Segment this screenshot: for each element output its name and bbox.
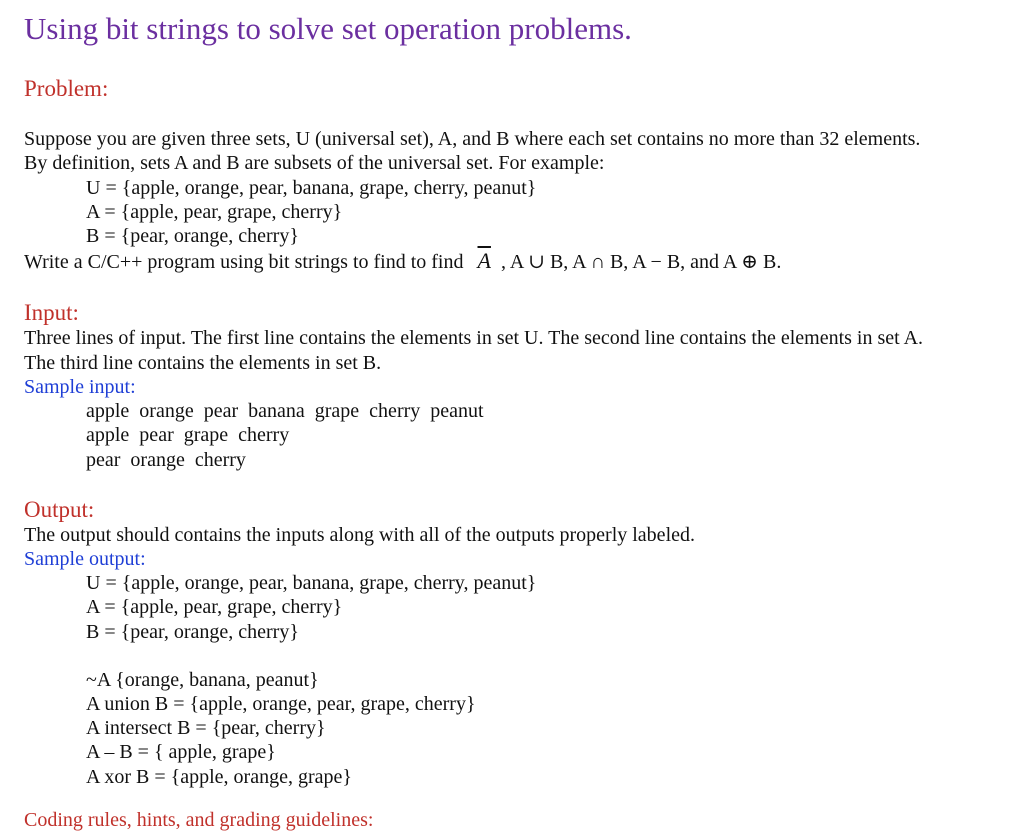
output-set-a: A = {apple, pear, grape, cherry} <box>86 596 343 618</box>
page-title: Using bit strings to solve set operation problems. <box>24 11 632 46</box>
problem-paragraph-2: By definition, sets A and B are subsets of the universal set. For example: <box>24 152 605 174</box>
output-xor: A xor B = {apple, orange, grape} <box>86 766 352 788</box>
output-intersect: A intersect B = {pear, cherry} <box>86 717 326 739</box>
output-union: A union B = {apple, orange, pear, grape, cherry} <box>86 693 476 715</box>
example-set-a: A = {apple, pear, grape, cherry} <box>86 201 343 223</box>
sample-input-line-2: apple pear grape cherry <box>86 424 290 446</box>
output-complement-a: ~A {orange, banana, peanut} <box>86 669 319 691</box>
coding-rules-heading: Coding rules, hints, and grading guidelines: <box>24 809 374 831</box>
example-set-u: U = {apple, orange, pear, banana, grape, cherry, peanut} <box>86 177 537 199</box>
problem-heading: Problem: <box>24 76 109 101</box>
input-paragraph-1: Three lines of input. The first line contains the elements in set U. The second line contains the elements in set A. <box>24 327 924 349</box>
input-paragraph-2: The third line contains the elements in set B. <box>24 352 382 374</box>
task-prefix: Write a C/C++ program using bit strings to find to find <box>24 251 464 273</box>
output-heading: Output: <box>24 497 95 522</box>
task-suffix: , A ∪ B, A ∩ B, A − B, and A ⊕ B. <box>500 251 782 273</box>
sample-input-line-3: pear orange cherry <box>86 449 246 471</box>
a-complement-symbol: $\overline{A}$ <box>477 248 491 273</box>
output-set-u: U = {apple, orange, pear, banana, grape, cherry, peanut} <box>86 572 537 594</box>
problem-task <box>24 249 781 274</box>
sample-output-label: Sample output: <box>24 548 146 570</box>
output-paragraph-1: The output should contains the inputs along with all of the outputs properly labeled. <box>24 524 695 546</box>
input-heading: Input: <box>24 300 79 325</box>
output-set-b: B = {pear, orange, cherry} <box>86 621 299 643</box>
example-set-b: B = {pear, orange, cherry} <box>86 225 299 247</box>
problem-paragraph-1: Suppose you are given three sets, U (universal set), A, and B where each set contains no more than 32 elements. <box>24 128 921 150</box>
sample-input-label: Sample input: <box>24 376 136 398</box>
sample-input-line-1: apple orange pear banana grape cherry peanut <box>86 400 484 422</box>
output-difference: A – B = { apple, grape} <box>86 741 276 763</box>
